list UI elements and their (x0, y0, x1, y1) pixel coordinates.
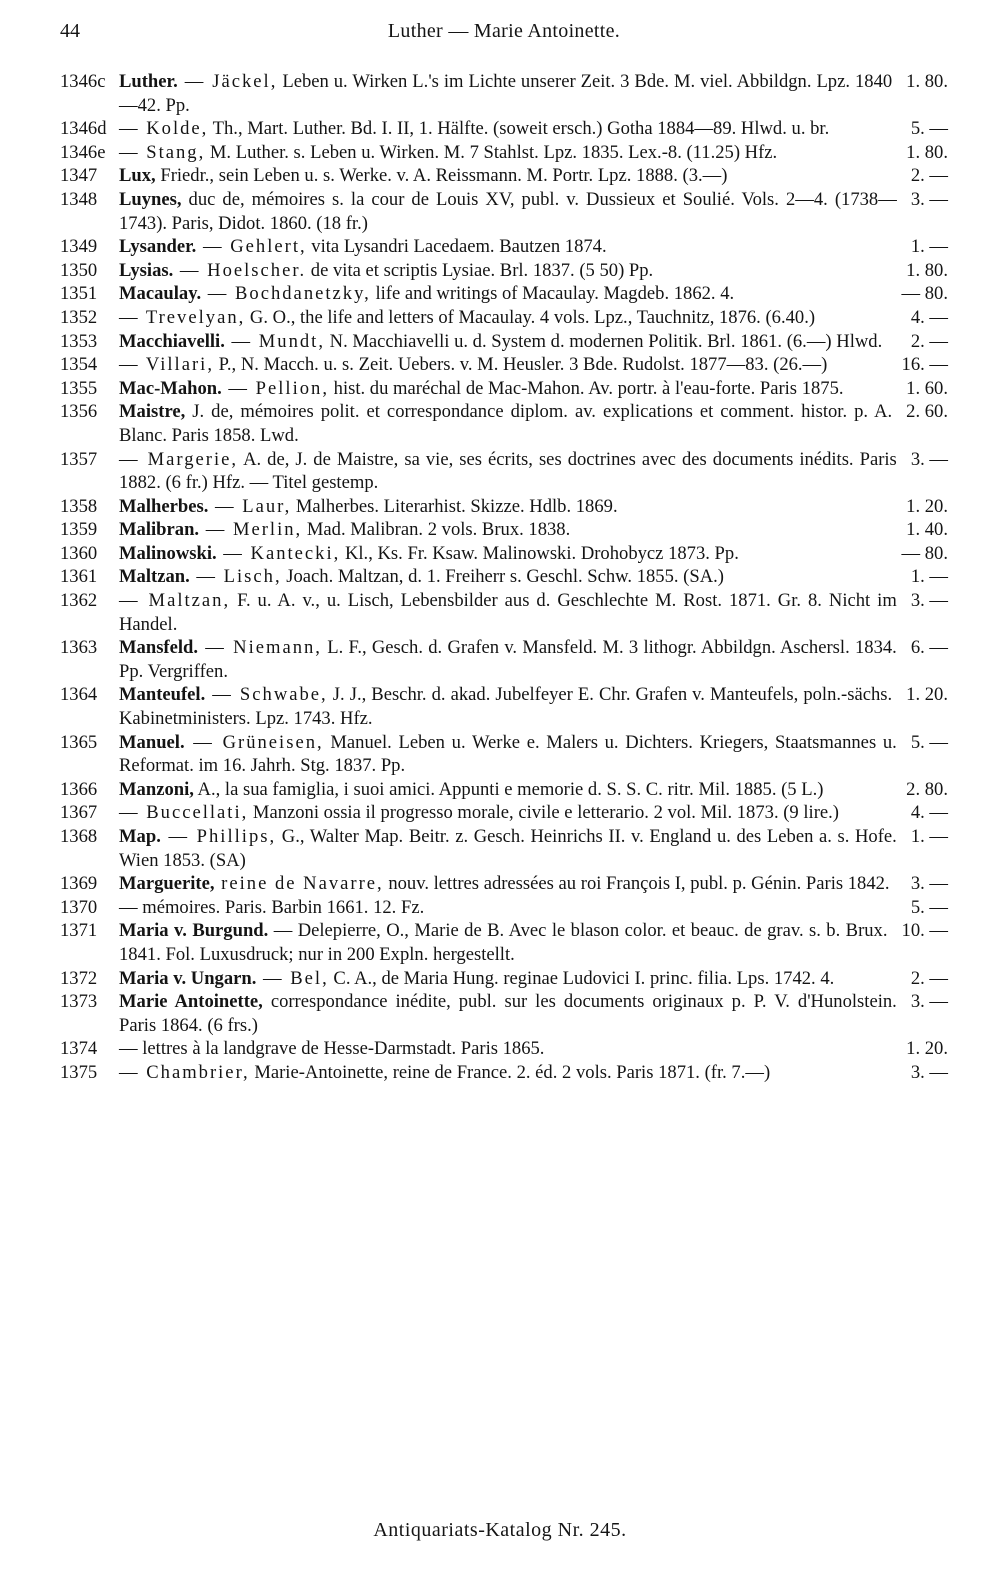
entry-number: 1362 (60, 590, 98, 612)
entry-number: 1346e (60, 141, 106, 163)
entry-number: 1361 (60, 566, 98, 588)
entry-number: 1352 (60, 306, 98, 328)
catalog-entry (60, 141, 948, 165)
catalog-entry (60, 542, 948, 566)
catalog-entry (60, 70, 948, 117)
entry-subject: Luther. (119, 71, 178, 92)
entry-number: 1373 (60, 991, 98, 1013)
entry-price: 10. — (901, 920, 948, 942)
entry-number: 1353 (60, 330, 98, 352)
catalog-entry (60, 1061, 948, 1085)
catalog-entry (60, 565, 948, 589)
entry-subject: Manuel. (119, 731, 185, 753)
entry-price: 16. — (901, 354, 948, 376)
entry-number: 1356 (60, 401, 98, 423)
catalog-entry (60, 400, 948, 447)
entry-subject: Macaulay. (119, 283, 202, 305)
catalog-entry (60, 377, 948, 401)
catalog-entry (60, 731, 948, 778)
entry-price: 3. — (910, 991, 948, 1013)
catalog-entry (60, 518, 948, 542)
entry-subject: Maria v. Ungarn. (119, 967, 257, 989)
entry-description: vita Lysandri Lacedaem. Bautzen 1874. (306, 236, 607, 258)
entry-description: life and writings of Macaulay. Magdeb. 1862. 4. (370, 283, 735, 305)
entry-number: 1354 (60, 354, 98, 376)
entry-author: — Grüneisen, (184, 731, 324, 753)
catalog-entry (60, 282, 948, 306)
entry-author: — Laur, (208, 495, 292, 517)
entry-description: Manuel. Leben u. Werke e. Malers u. Dichters. Kriegers, Staatsmannes u. Reformat. im 16. Jahrh. Stg. 1837. Pp. (119, 731, 897, 777)
entry-price: 2. — (910, 967, 948, 989)
entry-number: 1349 (60, 236, 98, 258)
entry-description: Malherbes. Literarhist. Skizze. Hdlb. 1869. (291, 495, 618, 517)
entry-subject: Manzoni, (119, 778, 194, 800)
entry-subject: Mansfeld. (119, 637, 199, 659)
page-header (60, 20, 948, 48)
entry-author: — Mundt, (224, 330, 325, 352)
entry-author: — Trevelyan, (119, 306, 246, 328)
entry-number: 1346c (60, 71, 106, 92)
catalog-entry (60, 1037, 948, 1061)
entry-description: — Delepierre, O., Marie de B. Avec le blason color. et beauc. de grav. s. b. Brux. 1841. Fol. Luxusdruck; nur in 200 Expln. hergestellt. (119, 920, 888, 965)
entry-author: — Jäckel, (177, 71, 278, 92)
entry-price: 1. — (910, 826, 948, 847)
entry-subject: Mac-Mahon. (119, 377, 222, 399)
entry-number: 1355 (60, 377, 98, 399)
entry-description: hist. du maréchal de Mac-Mahon. Av. portr. à l'eau-forte. Paris 1875. (329, 377, 844, 399)
entry-price: 1. 60. (906, 377, 948, 399)
entry-subject: Lysander. (119, 236, 197, 258)
entry-number: 1348 (60, 188, 98, 210)
entry-price: 2. 80. (906, 778, 948, 800)
entry-subject: Lysias. (119, 259, 174, 281)
entry-subject: Marie Antoinette, (119, 991, 263, 1013)
entry-author: — Villari, (119, 354, 214, 376)
entry-subject: Lux, (119, 165, 156, 187)
entry-price: — 80. (901, 542, 948, 564)
entry-author: — Merlin, (199, 519, 303, 541)
entry-subject: Malibran. (119, 519, 200, 541)
entry-number: 1347 (60, 165, 98, 187)
entry-author: — Hoelscher. (173, 259, 307, 281)
catalog-entry (60, 896, 948, 920)
page-number: 44 (60, 20, 80, 42)
entry-author: — Buccellati, (119, 802, 249, 824)
entry-subject: Maistre, (119, 401, 186, 423)
entry-author: — Pellion, (221, 377, 329, 399)
entry-number: 1350 (60, 259, 98, 281)
entry-subject: Marguerite, (119, 873, 215, 895)
catalog-entry (60, 164, 948, 188)
entry-number: 1358 (60, 495, 98, 517)
entry-price: 1. 20. (906, 1038, 948, 1060)
entry-price: 1. 20. (906, 684, 948, 706)
entry-price: 4. — (910, 802, 948, 824)
catalog-entry (60, 353, 948, 377)
entry-author: — Lisch, (189, 566, 282, 588)
entry-price: 2. 60. (906, 401, 948, 423)
entry-price: 1. 80. (906, 259, 948, 281)
catalog-footer: Antiquariats-Katalog Nr. 245. (373, 1519, 627, 1541)
entry-author: — Kolde, (119, 118, 209, 140)
catalog-entry (60, 448, 948, 495)
entry-description: C. A., de Maria Hung. reginae Ludovici I. princ. filia. Lps. 1742. 4. (328, 967, 835, 989)
entry-number: 1371 (60, 920, 98, 942)
entry-description: correspondance inédite, publ. sur les documents originaux p. P. V. d'Hunolstein. Paris 1864. (6 frs.) (119, 991, 897, 1036)
catalog-entry (60, 259, 948, 283)
entry-description: — lettres à la landgrave de Hesse-Darmstadt. Paris 1865. (119, 1038, 545, 1060)
entry-author: — Stang, (119, 141, 206, 163)
catalog-entry (60, 330, 948, 354)
entry-price: 5. — (910, 118, 948, 140)
entry-price: 3. — (910, 590, 948, 612)
entry-number: 1369 (60, 873, 98, 895)
entry-description: Th., Mart. Luther. Bd. I. II, 1. Hälfte. (soweit ersch.) Gotha 1884—89. Hlwd. u. br. (208, 118, 830, 140)
entry-description: A. de, J. de Maistre, sa vie, ses écrits, ses doctrines avec des documents inédits. Paris 1882. (6 fr.) Hfz. — Titel gestemp. (119, 448, 897, 494)
entry-price: 1. — (910, 566, 948, 588)
entry-price: 6. — (910, 637, 948, 659)
entry-number: 1367 (60, 802, 98, 824)
entry-author: — Maltzan, (119, 590, 231, 612)
catalog-entry (60, 683, 948, 730)
entry-author: — Margerie, (119, 448, 239, 470)
entry-price: 3. — (910, 188, 948, 210)
entry-author: — Niemann, (198, 637, 322, 659)
entry-number: 1366 (60, 778, 98, 800)
catalog-entry (60, 967, 948, 991)
entry-description: F. u. A. v., u. Lisch, Lebensbilder aus d. Geschlechte M. Rost. 1871. Gr. 8. Nicht im Handel. (119, 590, 897, 635)
entry-subject: Macchiavelli. (119, 330, 225, 352)
catalog-entry (60, 495, 948, 519)
entry-author: — Bel, (256, 967, 329, 989)
entry-price: 3. — (910, 1061, 948, 1083)
entry-number: 1374 (60, 1038, 98, 1060)
entry-subject: Malinowski. (119, 542, 217, 564)
entry-number: 1363 (60, 637, 98, 659)
entry-subject: Map. (119, 826, 161, 847)
entry-description: G., Walter Map. Beitr. z. Gesch. Heinrichs II. v. England u. des Leben a. s. Hofe. Wien 1853. (SA) (119, 826, 897, 871)
entry-description: N. Macchiavelli u. d. System d. modernen Politik. Brl. 1861. (6.—) Hlwd. (325, 330, 883, 352)
entry-author: — Chambrier, (119, 1061, 250, 1083)
entry-price: 5. — (910, 731, 948, 753)
entry-description: A., la sua famiglia, i suoi amici. Appunti e memorie d. S. S. C. ritr. Mil. 1885. (5 L.) (193, 778, 824, 800)
entry-subject: Malherbes. (119, 495, 209, 517)
entry-description: M. Luther. s. Leben u. Wirken. M. 7 Stahlst. Lpz. 1835. Lex.-8. (11.25) Hfz. (205, 141, 778, 163)
catalog-entry (60, 235, 948, 259)
entry-number: 1346d (60, 118, 107, 140)
entry-description: Friedr., sein Leben u. s. Werke. v. A. Reissmann. M. Portr. Lpz. 1888. (3.—) (155, 165, 728, 187)
entry-description: G. O., the life and letters of Macaulay. 4 vols. Lpz., Tauchnitz, 1876. (6.40.) (245, 306, 816, 328)
catalog-entry (60, 306, 948, 330)
entry-author: — Bochdanetzky, (201, 283, 371, 305)
entry-description: duc de, mémoires s. la cour de Louis XV, publ. v. Dussieux et Soulié. Vols. 2—4. (1738—1743). Paris, Didot. 1860. (18 fr.) (119, 188, 897, 234)
entry-price: 5. — (910, 896, 948, 918)
entry-price: — 80. (901, 283, 948, 305)
entry-description: Mad. Malibran. 2 vols. Brux. 1838. (302, 519, 571, 541)
entry-number: 1357 (60, 448, 98, 470)
catalog-entry (60, 589, 948, 636)
catalog-entry (60, 872, 948, 896)
entry-description: Joach. Maltzan, d. 1. Freiherr s. Geschl. Schw. 1855. (SA.) (281, 566, 724, 588)
running-title: Luther — Marie Antoinette. (387, 20, 621, 42)
entry-description: P., N. Macch. u. s. Zeit. Uebers. v. M. Heusler. 3 Bde. Rudolst. 1877—83. (26.—) (213, 354, 828, 376)
entry-price: 3. — (910, 448, 948, 470)
entry-description: nouv. lettres adressées au roi François I, publ. p. Génin. Paris 1842. (383, 873, 890, 895)
catalog-entry (60, 188, 948, 235)
entry-price: 1. 80. (906, 71, 948, 92)
entry-description: J. J., Beschr. d. akad. Jubelfeyer E. Chr. Grafen v. Manteufels, poln.-sächs. Kabinetministers. Lpz. 1743. Hfz. (119, 684, 893, 730)
catalog-entry (60, 919, 948, 966)
entry-price: 3. — (910, 873, 948, 895)
entry-number: 1372 (60, 967, 98, 989)
entry-price: 2. — (910, 165, 948, 187)
catalog-entry (60, 825, 948, 872)
entry-number: 1368 (60, 826, 98, 847)
entry-number: 1359 (60, 519, 98, 541)
entry-price: 4. — (910, 306, 948, 328)
entry-price: 1. 80. (906, 141, 948, 163)
catalog-entry (60, 990, 948, 1037)
entry-description: de vita et scriptis Lysiae. Brl. 1837. (5 50) Pp. (306, 259, 654, 281)
entry-author: reine de Navarre, (214, 873, 384, 895)
entry-author: — Phillips, (160, 826, 277, 847)
entry-description: Leben u. Wirken L.'s im Lichte unserer Zeit. 3 Bde. M. viel. Abbildgn. Lpz. 1840—42. Pp. (119, 71, 893, 116)
entry-number: 1351 (60, 283, 98, 305)
entry-price: 1. 20. (906, 495, 948, 517)
entry-number: 1365 (60, 731, 98, 753)
entry-subject: Maltzan. (119, 566, 190, 588)
entry-number: 1375 (60, 1061, 98, 1083)
entry-number: 1364 (60, 684, 98, 706)
catalog-entry (60, 636, 948, 683)
entry-author: — Gehlert, (196, 236, 307, 258)
entry-subject: Maria v. Burgund. (119, 920, 269, 942)
entry-description: Marie-Antoinette, reine de France. 2. éd. 2 vols. Paris 1871. (fr. 7.—) (249, 1061, 771, 1083)
catalog-entry (60, 801, 948, 825)
entry-author: — Schwabe, (205, 684, 328, 706)
entry-description: — mémoires. Paris. Barbin 1661. 12. Fz. (119, 896, 425, 918)
entry-number: 1360 (60, 542, 98, 564)
entry-price: 1. 40. (906, 519, 948, 541)
entry-price: 1. — (910, 236, 948, 258)
entry-subject: Manteufel. (119, 684, 206, 706)
entry-description: L. F., Gesch. d. Grafen v. Mansfeld. M. 3 lithogr. Abbildgn. Aschersl. 1834. Pp. Vergriffen. (119, 637, 897, 682)
entry-description: Kl., Ks. Fr. Ksaw. Malinowski. Drohobycz 1873. Pp. (340, 542, 739, 564)
entry-number: 1370 (60, 896, 98, 918)
catalog-entry (60, 778, 948, 802)
entry-description: Manzoni ossia il progresso morale, civile e letterario. 2 vol. Mil. 1873. (9 lire.) (248, 802, 839, 824)
entry-subject: Luynes, (119, 188, 182, 210)
entry-author: — Kantecki, (216, 542, 341, 564)
catalog-entry (60, 117, 948, 141)
entry-description: J. de, mémoires polit. et correspondance diplom. av. explications et comment. histor. p. A. Blanc. Paris 1858. Lwd. (119, 401, 893, 446)
catalog-entries (60, 70, 948, 1085)
entry-price: 2. — (910, 330, 948, 352)
